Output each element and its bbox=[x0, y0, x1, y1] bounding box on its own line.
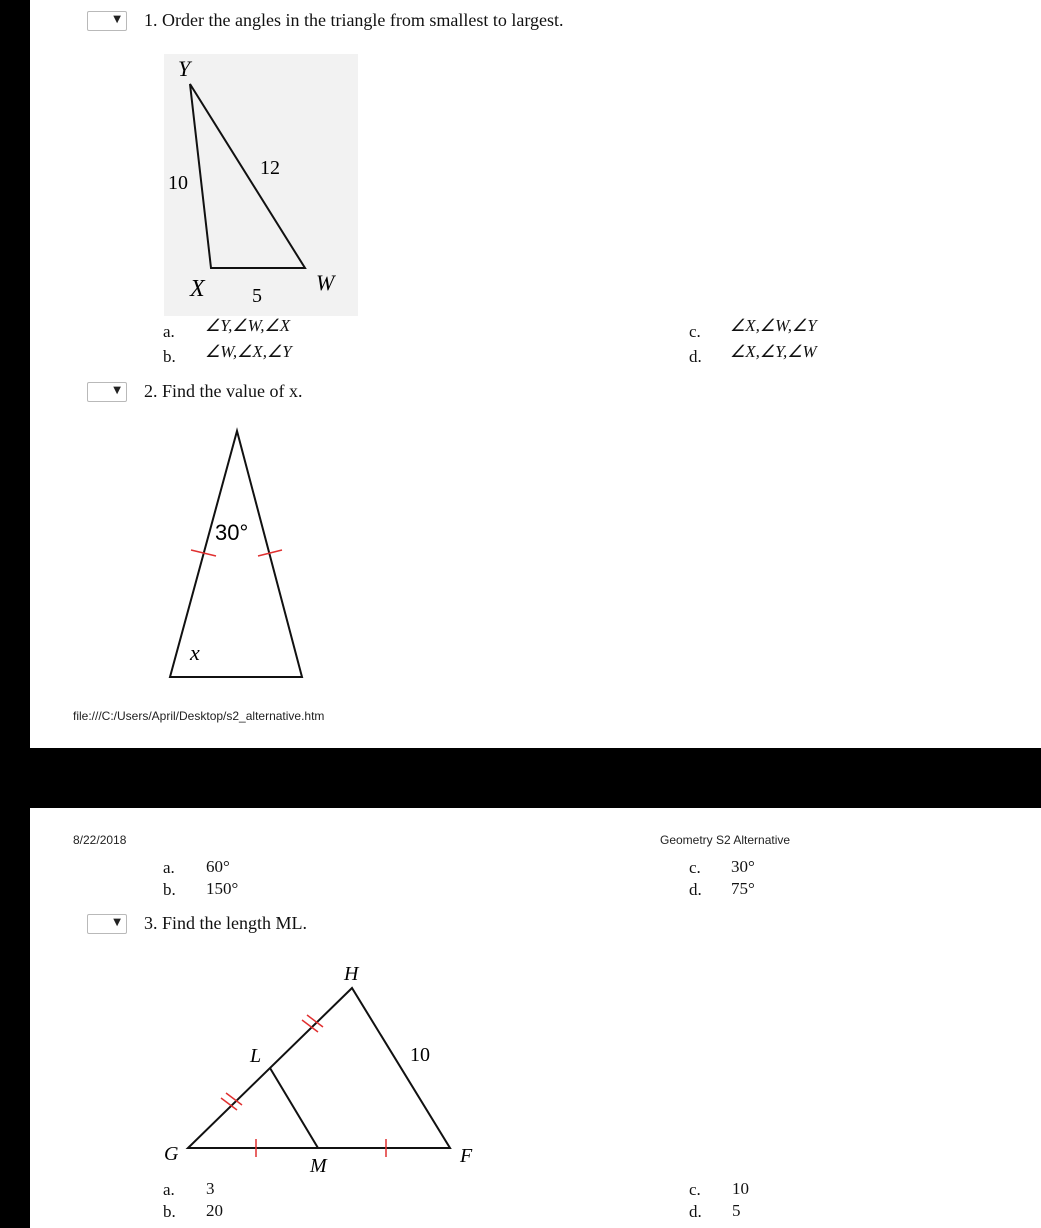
page-1 bbox=[30, 0, 1041, 748]
q3-triangle-midsegment-figure bbox=[150, 958, 490, 1183]
side-label-yw: 12 bbox=[260, 157, 280, 179]
q3-option-d-letter: d. bbox=[689, 1202, 702, 1221]
q1-question-text: 1. Order the angles in the triangle from smallest to largest. bbox=[144, 10, 564, 30]
q1-option-b-letter: b. bbox=[163, 347, 176, 366]
q1-option-d-letter: d. bbox=[689, 347, 702, 366]
q3-option-b-value[interactable]: 20 bbox=[206, 1201, 223, 1220]
vertex-label-x: X bbox=[190, 276, 205, 302]
q2-isosceles-triangle-figure bbox=[160, 425, 320, 685]
q3-option-c-letter: c. bbox=[689, 1180, 701, 1199]
chevron-down-icon: ▼ bbox=[113, 14, 121, 25]
q1-option-a-letter: a. bbox=[163, 322, 175, 341]
q1-answer-dropdown[interactable] bbox=[87, 11, 127, 31]
chevron-down-icon: ▼ bbox=[113, 385, 121, 396]
page-2 bbox=[30, 808, 1041, 1228]
vertex-label-f: F bbox=[460, 1145, 473, 1167]
footer-file-url: file:///C:/Users/April/Desktop/s2_alternative.htm bbox=[73, 709, 325, 723]
q1-option-c-value[interactable]: ∠X,∠W,∠Y bbox=[730, 316, 817, 335]
vertex-label-g: G bbox=[164, 1143, 179, 1165]
side-label-xy: 10 bbox=[168, 172, 188, 194]
q1-triangle-figure bbox=[164, 54, 358, 316]
vertex-label-l: L bbox=[250, 1045, 262, 1067]
q2-answer-dropdown[interactable] bbox=[87, 382, 127, 402]
header-date: 8/22/2018 bbox=[73, 833, 127, 847]
q2-option-a-value[interactable]: 60° bbox=[206, 857, 230, 876]
vertex-label-w: W bbox=[316, 270, 335, 295]
q2-option-b-value[interactable]: 150° bbox=[206, 879, 239, 898]
q2-option-c-letter: c. bbox=[689, 858, 701, 877]
q1-option-b-value[interactable]: ∠W,∠X,∠Y bbox=[205, 342, 292, 361]
vertex-label-m: M bbox=[310, 1155, 327, 1177]
q2-option-a-letter: a. bbox=[163, 858, 175, 877]
q2-question-text: 2. Find the value of x. bbox=[144, 381, 303, 401]
midsegment-lm bbox=[270, 1068, 318, 1148]
side-label-hf: 10 bbox=[410, 1044, 430, 1066]
apex-angle-label: 30° bbox=[215, 520, 249, 545]
q1-option-d-value[interactable]: ∠X,∠Y,∠W bbox=[730, 342, 817, 361]
header-title: Geometry S2 Alternative bbox=[660, 833, 791, 847]
q3-option-a-letter: a. bbox=[163, 1180, 175, 1199]
side-label-xw: 5 bbox=[252, 285, 262, 307]
vertex-label-y: Y bbox=[178, 56, 191, 81]
base-angle-label: x bbox=[190, 640, 200, 665]
q1-option-c-letter: c. bbox=[689, 322, 701, 341]
q3-option-c-value[interactable]: 10 bbox=[732, 1179, 749, 1198]
q3-option-a-value[interactable]: 3 bbox=[206, 1179, 215, 1198]
vertex-label-h: H bbox=[344, 963, 359, 985]
q2-option-d-letter: d. bbox=[689, 880, 702, 899]
q2-option-b-letter: b. bbox=[163, 880, 176, 899]
q2-option-c-value[interactable]: 30° bbox=[731, 857, 755, 876]
q3-option-d-value[interactable]: 5 bbox=[732, 1201, 741, 1220]
q3-option-b-letter: b. bbox=[163, 1202, 176, 1221]
q1-option-a-value[interactable]: ∠Y,∠W,∠X bbox=[205, 316, 291, 335]
triangle-ghf bbox=[188, 988, 450, 1148]
q3-answer-dropdown[interactable] bbox=[87, 914, 127, 934]
q2-option-d-value[interactable]: 75° bbox=[731, 879, 755, 898]
q3-question-text: 3. Find the length ML. bbox=[144, 913, 307, 933]
chevron-down-icon: ▼ bbox=[113, 917, 121, 928]
